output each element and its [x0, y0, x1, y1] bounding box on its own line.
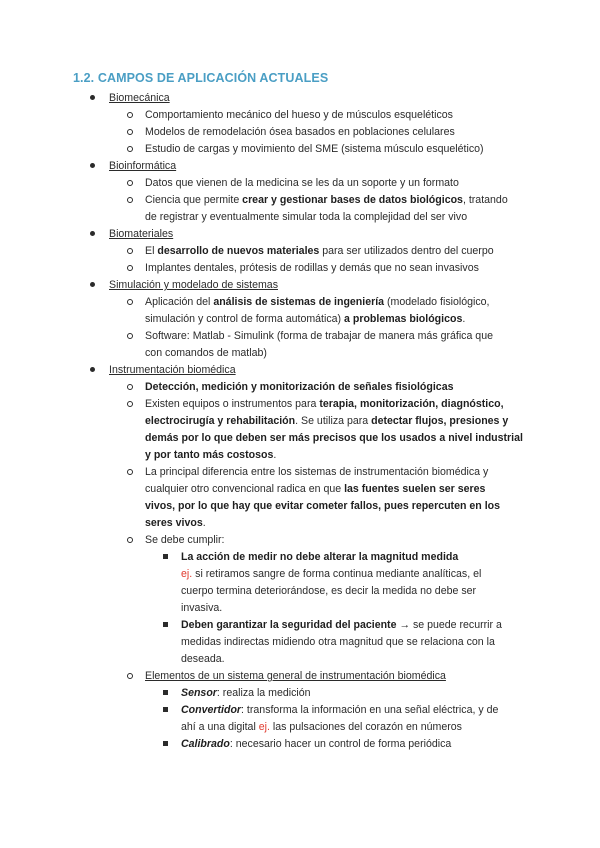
sub-list-item-continuation: ej. si retiramos sangre de forma continua mediante analíticas, el [181, 568, 482, 580]
bullet-circle-icon [127, 265, 133, 271]
bullet-disc-icon [90, 95, 95, 100]
bullet-circle-icon [127, 248, 133, 254]
bullet-square-icon [163, 690, 168, 695]
sub-list-item-continuation: deseada. [181, 653, 225, 665]
bullet-square-icon [163, 707, 168, 712]
sub-list-item: Deben garantizar la seguridad del paciente → se puede recurrir a [0, 617, 600, 634]
list-item: Detección, medición y monitorización de señales fisiológicas [0, 379, 600, 396]
list-item-continuation: simulación y control de forma automática) a problemas biológicos. [145, 313, 466, 325]
bullet-circle-icon [127, 299, 133, 305]
list-item-continuation: electrocirugía y rehabilitación. Se utiliza para detectar flujos, presiones y [145, 415, 509, 427]
list-item: Se debe cumplir: [0, 532, 600, 549]
sub-list-item-continuation: medidas indirectas midiendo otra magnitud que se relaciona con la [181, 636, 495, 648]
list-item: La principal diferencia entre los sistemas de instrumentación biomédica y [0, 464, 600, 481]
bullet-circle-icon [127, 333, 133, 339]
bullet-circle-icon [127, 401, 133, 407]
list-item-continuation: cualquier otro convencional radica en que las fuentes suelen ser seres [145, 483, 486, 495]
list-item: Existen equipos o instrumentos para terapia, monitorización, diagnóstico, [0, 396, 600, 413]
bullet-circle-icon [127, 129, 133, 135]
list-item-simulacion: Simulación y modelado de sistemas [0, 277, 600, 294]
sub-list-item-continuation: ahí a una digital ej. las pulsaciones del corazón en números [181, 721, 462, 733]
list-item-continuation: vivos, por lo que hay que evitar cometer fallos, pues repercuten en los [145, 500, 500, 512]
bullet-disc-icon [90, 163, 95, 168]
list-item: Comportamiento mecánico del hueso y de músculos esqueléticos [0, 107, 600, 124]
list-item: El desarrollo de nuevos materiales para ser utilizados dentro del cuerpo [0, 243, 600, 260]
document-body [0, 90, 600, 753]
list-item-continuation: con comandos de matlab) [145, 347, 267, 359]
sub-list-item-continuation: invasiva. [181, 602, 223, 614]
bullet-disc-icon [90, 367, 95, 372]
list-item: Ciencia que permite crear y gestionar bases de datos biológicos, tratando [0, 192, 600, 209]
list-item-biomateriales: Biomateriales [0, 226, 600, 243]
sub-list-item: Convertidor: transforma la información en una señal eléctrica, y de [0, 702, 600, 719]
bullet-circle-icon [127, 112, 133, 118]
bullet-square-icon [163, 622, 168, 627]
list-item: Estudio de cargas y movimiento del SME (sistema músculo esquelético) [0, 141, 600, 158]
bullet-circle-icon [127, 469, 133, 475]
bullet-disc-icon [90, 282, 95, 287]
list-item: Aplicación del análisis de sistemas de ingeniería (modelado fisiológico, [0, 294, 600, 311]
bullet-circle-icon [127, 537, 133, 543]
sub-list-item: Sensor: realiza la medición [0, 685, 600, 702]
bullet-circle-icon [127, 146, 133, 152]
bullet-circle-icon [127, 673, 133, 679]
list-item-continuation: demás por lo que deben ser más precisos que los usados a nivel industrial [145, 432, 523, 444]
list-item: Implantes dentales, prótesis de rodillas y demás que no sean invasivos [0, 260, 600, 277]
list-item: Modelos de remodelación ósea basados en poblaciones celulares [0, 124, 600, 141]
list-item: Software: Matlab - Simulink (forma de trabajar de manera más gráfica que [0, 328, 600, 345]
bullet-circle-icon [127, 180, 133, 186]
bullet-circle-icon [127, 384, 133, 390]
list-item: Datos que vienen de la medicina se les da un soporte y un formato [0, 175, 600, 192]
sub-list-item-continuation: cuerpo termina deteriorándose, es decir la medida no debe ser [181, 585, 477, 597]
bullet-square-icon [163, 741, 168, 746]
list-item-bioinformatica: Bioinformática [0, 158, 600, 175]
list-item-continuation: de registrar y eventualmente simular toda la complejidad del ser vivo [145, 211, 468, 223]
list-item-biomecanica: Biomecánica [0, 90, 600, 107]
bullet-square-icon [163, 554, 168, 559]
list-item: Elementos de un sistema general de instrumentación biomédica [0, 668, 600, 685]
sub-list-item: La acción de medir no debe alterar la magnitud medida [0, 549, 600, 566]
bullet-disc-icon [90, 231, 95, 236]
section-heading: 1.2. CAMPOS DE APLICACIÓN ACTUALES [73, 71, 329, 85]
list-item-instrumentacion: Instrumentación biomédica [0, 362, 600, 379]
sub-list-item: Calibrado: necesario hacer un control de forma periódica [0, 736, 600, 753]
list-item-continuation: seres vivos. [145, 517, 206, 529]
list-item-continuation: y por tanto más costosos. [145, 449, 277, 461]
bullet-circle-icon [127, 197, 133, 203]
